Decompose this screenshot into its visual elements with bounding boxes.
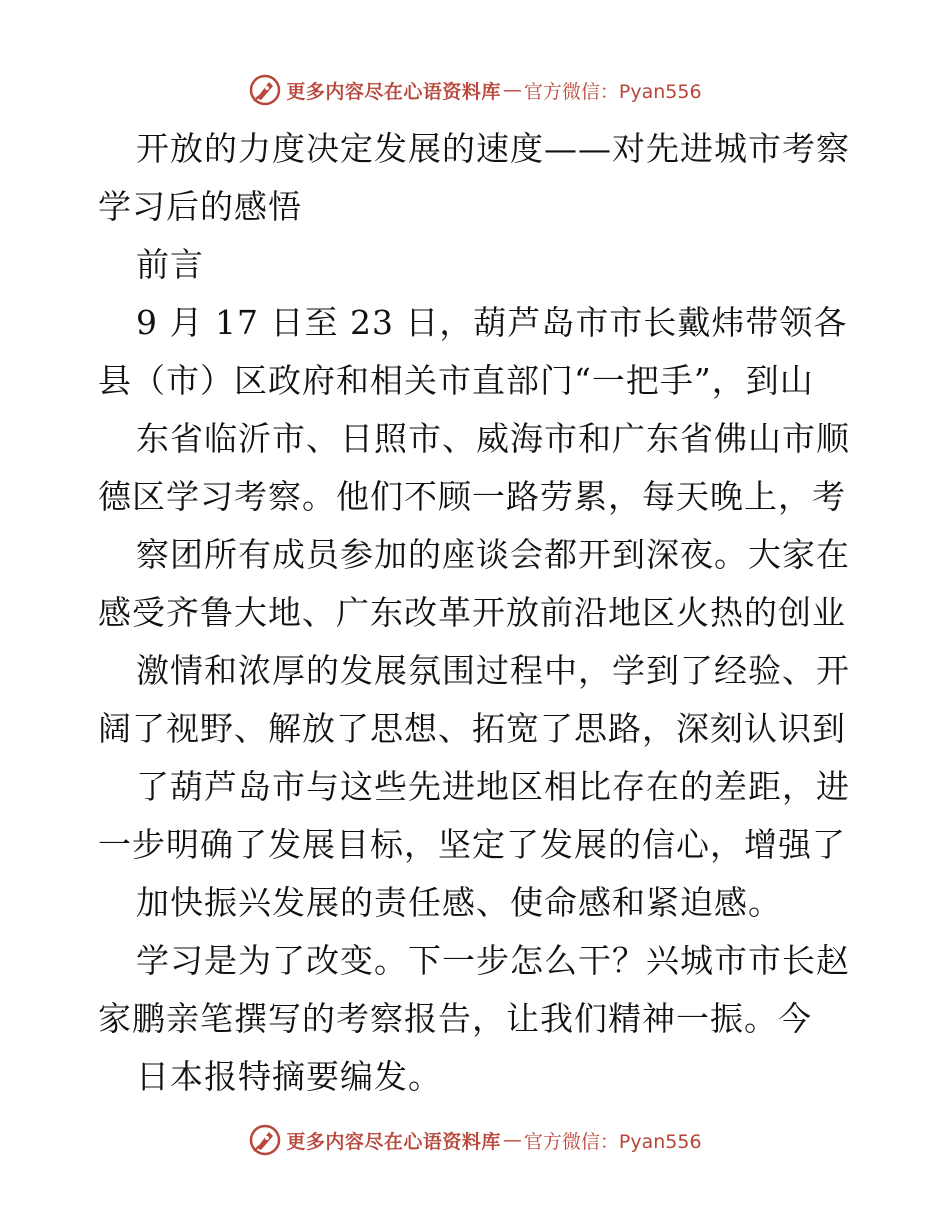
- paragraph-line: 县（市）区政府和相关市直部门“一把手”，到山: [98, 361, 814, 400]
- footer-watermark: [0, 1122, 950, 1158]
- watermark-wechat-text: 官方微信：Pyan556: [523, 1130, 702, 1153]
- paragraph-line: 日本报特摘要编发。: [136, 1057, 442, 1096]
- watermark-dash: —: [502, 79, 522, 101]
- paragraph-line: 学习是为了改变。下一步怎么干？兴城市市长赵: [136, 941, 850, 980]
- paragraph-line: 了葫芦岛市与这些先进地区相比存在的差距，进: [136, 767, 850, 806]
- watermark-lead-text: 更多内容尽在心语资料库: [286, 1130, 501, 1153]
- pen-nib-logo-icon: [248, 1123, 282, 1157]
- paragraph-line: 一步明确了发展目标，坚定了发展的信心，增强了: [98, 825, 846, 864]
- paragraph-line: 加快振兴发展的责任感、使命感和紧迫感。: [136, 883, 782, 922]
- watermark-lead-text: 更多内容尽在心语资料库: [286, 80, 501, 103]
- paragraph-line: 9 月 17 日至 23 日，葫芦岛市市长戴炜带领各: [136, 303, 848, 342]
- title-line-1: 开放的力度决定发展的速度——对先进城市考察: [136, 129, 850, 168]
- paragraph-line: 德区学习考察。他们不顾一路劳累，每天晚上，考: [98, 477, 846, 516]
- paragraph-line: 东省临沂市、日照市、威海市和广东省佛山市顺: [136, 419, 850, 458]
- section-heading: 前言: [136, 245, 204, 284]
- paragraph-line: 阔了视野、解放了思想、拓宽了思路，深刻认识到: [98, 709, 846, 748]
- paragraph-line: 感受齐鲁大地、广东改革开放前沿地区火热的创业: [98, 593, 846, 632]
- watermark-dash: —: [502, 1129, 522, 1151]
- paragraph-line: 家鹏亲笔撰写的考察报告，让我们精神一振。今: [98, 999, 812, 1038]
- header-watermark: [0, 72, 950, 108]
- title-line-2: 学习后的感悟: [98, 187, 302, 226]
- watermark-wechat-text: 官方微信：Pyan556: [523, 80, 702, 103]
- paragraph-line: 察团所有成员参加的座谈会都开到深夜。大家在: [136, 535, 850, 574]
- paragraph-line: 激情和浓厚的发展氛围过程中，学到了经验、开: [136, 651, 850, 690]
- pen-nib-logo-icon: [248, 73, 282, 107]
